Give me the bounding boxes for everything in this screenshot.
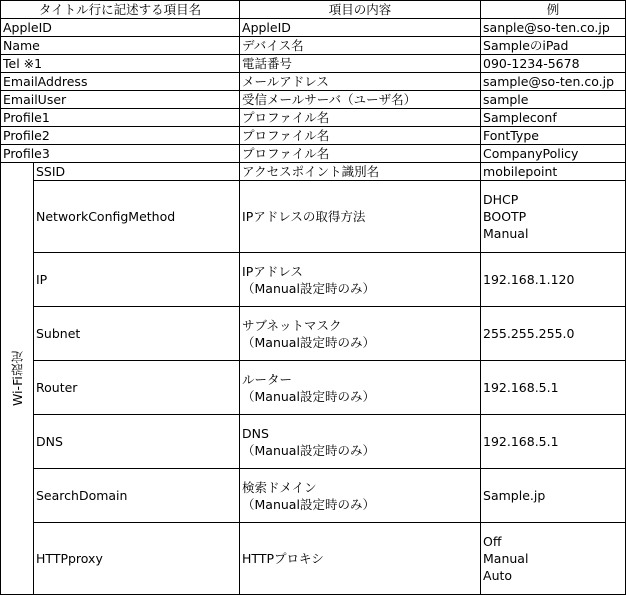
wifi-example bbox=[481, 253, 626, 307]
wifi-content-line: （Manual設定時のみ） bbox=[242, 442, 375, 458]
wifi-content-line: ルーター bbox=[242, 371, 293, 387]
wifi-example bbox=[481, 163, 626, 181]
table-row bbox=[1, 19, 626, 37]
header-row bbox=[1, 1, 626, 19]
row-example: SampleのiPad bbox=[481, 37, 626, 55]
row-example: 090-1234-5678 bbox=[481, 55, 626, 73]
row-example: sanple@so-ten.co.jp bbox=[481, 19, 626, 37]
wifi-row bbox=[1, 181, 626, 253]
wifi-content-line: （Manual設定時のみ） bbox=[242, 496, 375, 512]
wifi-content bbox=[240, 415, 481, 469]
row-key: Profile3 bbox=[1, 145, 240, 163]
wifi-row bbox=[1, 307, 626, 361]
wifi-content bbox=[240, 307, 481, 361]
wifi-example-line: 255.255.255.0 bbox=[483, 326, 575, 341]
wifi-key: DNS bbox=[34, 415, 240, 469]
table-row bbox=[1, 127, 626, 145]
wifi-example bbox=[481, 469, 626, 523]
wifi-example-line: mobilepoint bbox=[483, 164, 558, 179]
table-row bbox=[1, 55, 626, 73]
wifi-example-line: BOOTP bbox=[483, 209, 527, 224]
wifi-key: Router bbox=[34, 361, 240, 415]
row-content: 電話番号 bbox=[240, 55, 481, 73]
wifi-content-line: （Manual設定時のみ） bbox=[242, 280, 375, 296]
table-row bbox=[1, 73, 626, 91]
wifi-example bbox=[481, 415, 626, 469]
row-key: EmailAddress bbox=[1, 73, 240, 91]
wifi-content bbox=[240, 523, 481, 595]
table-row bbox=[1, 91, 626, 109]
table-row bbox=[1, 145, 626, 163]
row-content: プロファイル名 bbox=[240, 109, 481, 127]
wifi-key: Subnet bbox=[34, 307, 240, 361]
wifi-example-line: Manual bbox=[483, 226, 529, 241]
wifi-example bbox=[481, 523, 626, 595]
wifi-content-line: アクセスポイント識別名 bbox=[242, 164, 380, 179]
row-content: 受信メールサーバ（ユーザ名） bbox=[240, 91, 481, 109]
row-content: デバイス名 bbox=[240, 37, 481, 55]
wifi-content-line: IPアドレス bbox=[242, 263, 303, 279]
wifi-content bbox=[240, 361, 481, 415]
table-body bbox=[1, 1, 626, 595]
wifi-content-line: （Manual設定時のみ） bbox=[242, 388, 375, 404]
wifi-example-line: DHCP bbox=[483, 192, 519, 207]
row-key: Tel ※1 bbox=[1, 55, 240, 73]
wifi-example bbox=[481, 361, 626, 415]
header-example: 例 bbox=[481, 1, 626, 19]
wifi-row bbox=[1, 523, 626, 595]
wifi-key: SSID bbox=[34, 163, 240, 181]
wifi-content bbox=[240, 469, 481, 523]
row-example: sample@so-ten.co.jp bbox=[481, 73, 626, 91]
wifi-key: IP bbox=[34, 253, 240, 307]
row-example: Sampleconf bbox=[481, 109, 626, 127]
wifi-example-line: 192.168.1.120 bbox=[483, 272, 575, 287]
wifi-example bbox=[481, 307, 626, 361]
wifi-key: SearchDomain bbox=[34, 469, 240, 523]
wifi-row bbox=[1, 361, 626, 415]
row-key: AppleID bbox=[1, 19, 240, 37]
wifi-row bbox=[1, 415, 626, 469]
row-content: AppleID bbox=[240, 19, 481, 37]
wifi-key: HTTPproxy bbox=[34, 523, 240, 595]
table-row bbox=[1, 37, 626, 55]
wifi-content bbox=[240, 253, 481, 307]
wifi-content-line: サブネットマスク bbox=[242, 317, 342, 333]
row-key: Profile2 bbox=[1, 127, 240, 145]
wifi-key: NetworkConfigMethod bbox=[34, 181, 240, 253]
row-example: CompanyPolicy bbox=[481, 145, 626, 163]
wifi-example-line: Sample.jp bbox=[483, 488, 546, 503]
row-example: sample bbox=[481, 91, 626, 109]
wifi-example-line: 192.168.5.1 bbox=[483, 380, 559, 395]
wifi-row bbox=[1, 469, 626, 523]
row-key: Profile1 bbox=[1, 109, 240, 127]
wifi-content-line: 検索ドメイン bbox=[242, 479, 317, 495]
wifi-example-line: Auto bbox=[483, 568, 513, 583]
row-key: EmailUser bbox=[1, 91, 240, 109]
wifi-content bbox=[240, 163, 481, 181]
wifi-content-line: （Manual設定時のみ） bbox=[242, 334, 375, 350]
wifi-content bbox=[240, 181, 481, 253]
wifi-example-line: Off bbox=[483, 534, 502, 549]
header-content: 項目の内容 bbox=[240, 1, 481, 19]
table-row bbox=[1, 109, 626, 127]
row-content: プロファイル名 bbox=[240, 145, 481, 163]
row-content: プロファイル名 bbox=[240, 127, 481, 145]
wifi-content-line: DNS bbox=[242, 425, 269, 441]
row-key: Name bbox=[1, 37, 240, 55]
wifi-row bbox=[1, 253, 626, 307]
row-example: FontType bbox=[481, 127, 626, 145]
wifi-example bbox=[481, 181, 626, 253]
wifi-example-line: Manual bbox=[483, 551, 529, 566]
row-content: メールアドレス bbox=[240, 73, 481, 91]
wifi-group-label: Wi-Fi設定 bbox=[1, 163, 34, 595]
header-key: タイトル行に記述する項目名 bbox=[1, 1, 240, 19]
wifi-row bbox=[1, 163, 626, 181]
wifi-example-line: 192.168.5.1 bbox=[483, 434, 559, 449]
wifi-content-line: IPアドレスの取得方法 bbox=[242, 209, 366, 224]
wifi-content-line: HTTPプロキシ bbox=[242, 551, 324, 566]
